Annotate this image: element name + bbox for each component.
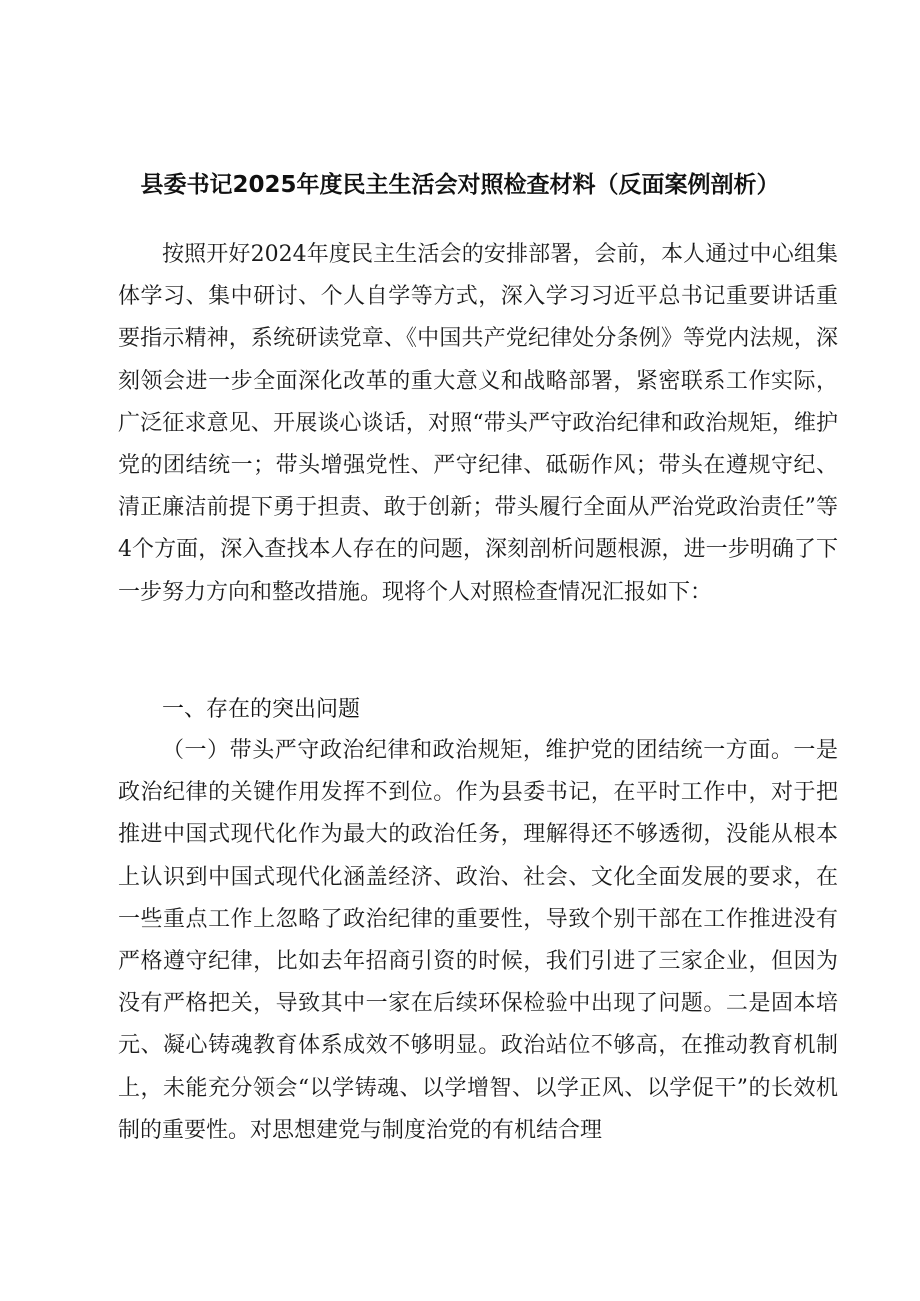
section-paragraph: （一）带头严守政治纪律和政治规矩，维护党的团结统一方面。一是政治纪律的关键作用发挥不到位。作为县委书记，在平时工作中，对于把推进中国式现代化作为最大的政治任务，理解得还不够透彻，没能从根本上认识到中国式现代化涵盖经济、政治、社会、文化全面发展的要求，在一些重点工作上忽略了政治纪律的重要性，导致个别干部在工作推进没有严格遵守纪律，比如去年招商引资的时候，我们引进了三家企业，但因为没有严格把关，导致其中一家在后续环保检验中出现了问题。二是固本培元、凝心铸魂教育体系成效不够明显。政治站位不够高，在推动教育机制上，未能充分领会“以学铸魂、以学增智、以学正风、以学促干”的长效机制的重要性。对思想建党与制度治党的有机结合理 — [118, 738, 838, 1143]
intro-paragraph: 按照开好2024年度民主生活会的安排部署，会前，本人通过中心组集体学习、集中研讨、个人自学等方式，深入学习习近平总书记重要讲话重要指示精神，系统研读党章、《中国共产党纪律处分条例》等党内法规，深刻领会进一步全面深化改革的重大意义和战略部署，紧密联系工作实际，广泛征求意见、开展谈心谈话，对照“带头严守政治纪律和政治规矩，维护党的团结统一；带头增强党性、严守纪律、砥砺作风；带头在遵规守纪、清正廉洁前提下勇于担责、敢于创新；带头履行全面从严治党政治责任”等4个方面，深入查找本人存在的问题，深刻剖析问题根源，进一步明确了下一步努力方向和整改措施。现将个人对照检查情况汇报如下： — [118, 242, 838, 605]
document-title: 县委书记2025年度民主生活会对照检查材料（反面案例剖析） — [140, 172, 780, 198]
section-heading: 一、存在的突出问题 — [162, 697, 361, 722]
